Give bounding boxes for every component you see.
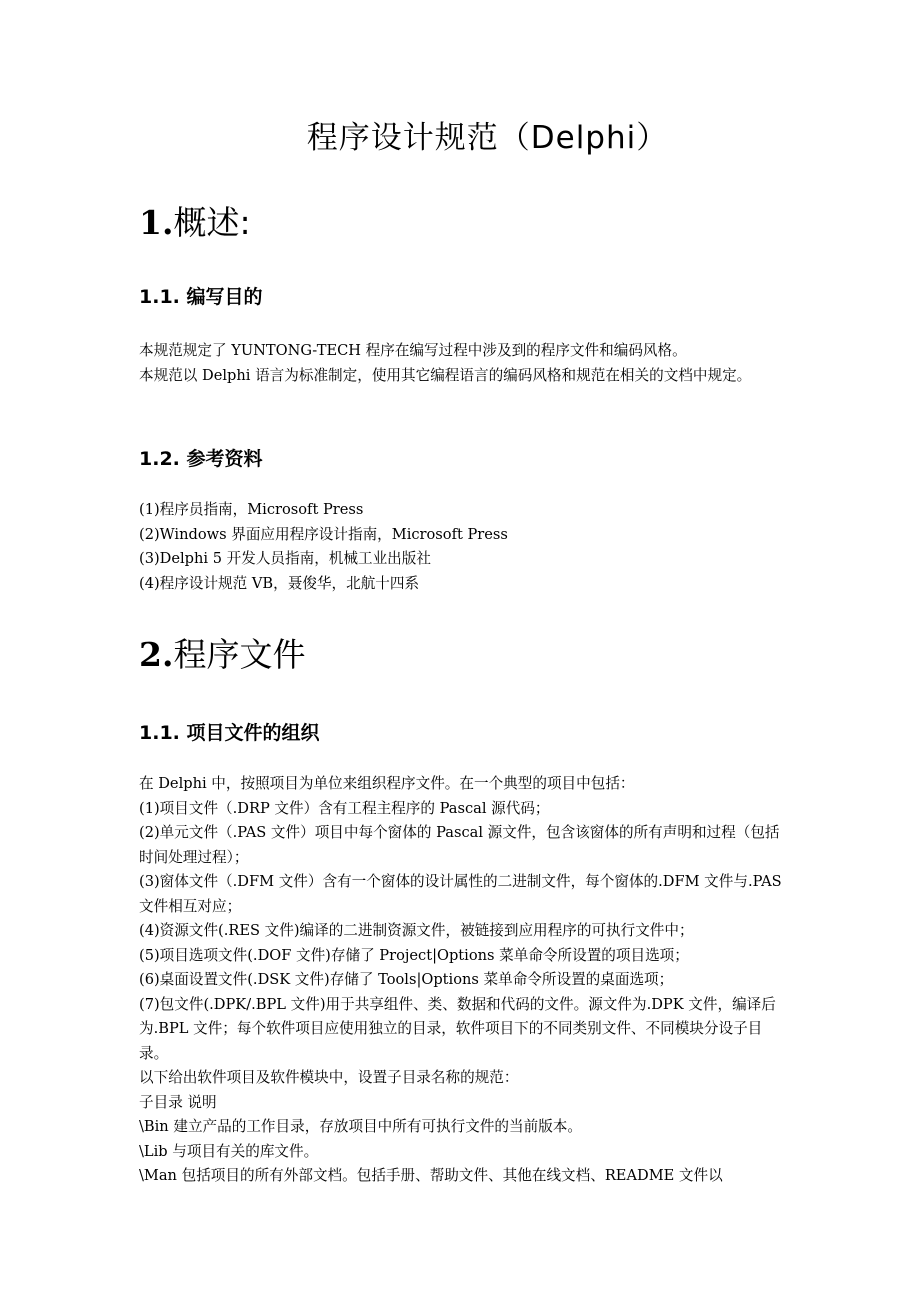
section-2-heading (139, 629, 305, 676)
paragraph: 在 Delphi 中，按照项目为单位来组织程序文件。在一个典型的项目中包括： (139, 775, 635, 792)
list-item: (5)项目选项文件(.DOF 文件)存储了 Project|Options 菜单命令所设置的项目选项； (139, 946, 689, 964)
document-title: 程序设计规范（Delphi） (306, 120, 669, 156)
list-item: (4)程序设计规范 VB，聂俊华，北航十四系 (139, 574, 420, 592)
list-item: (3)Delphi 5 开发人员指南，机械工业出版社 (139, 550, 431, 567)
subdir-table-header: 子目录 说明 (139, 1093, 217, 1111)
list-item: (2)单元文件（.PAS 文件）项目中每个窗体的 Pascal 源文件，包含该窗体的所有声明和过程（包括时间处理过程）； (139, 824, 780, 866)
list-item: \Bin 建立产品的工作目录，存放项目中所有可执行文件的当前版本。 (139, 1118, 582, 1135)
section-2-title: 程序文件 (173, 635, 306, 674)
project-files-body (139, 772, 789, 1189)
list-item: (1)项目文件（.DRP 文件）含有工程主程序的 Pascal 源代码； (139, 799, 550, 817)
paragraph: 本规范规定了 YUNTONG-TECH 程序在编写过程中涉及到的程序文件和编码风格。 (139, 342, 687, 359)
reference-list (139, 498, 789, 596)
paragraph: 本规范以 Delphi 语言为标准制定，使用其它编程语言的编码风格和规范在相关的文档中规定。 (139, 366, 752, 384)
file-type-list (139, 797, 789, 1067)
subdir-list (139, 1115, 789, 1189)
list-item: (2)Windows 界面应用程序设计指南，Microsoft Press (139, 525, 508, 543)
subsection-2-1-heading: 1.1. 项目文件的组织 (139, 722, 320, 744)
list-item: \Man 包括项目的所有外部文档。包括手册、帮助文件、其他在线文档、README 文件以 (139, 1167, 723, 1184)
list-item: (1)程序员指南，Microsoft Press (139, 501, 364, 518)
list-item: (7)包文件(.DPK/.BPL 文件)用于共享组件、类、数据和代码的文件。源文件为.DPK 文件，编译后为.BPL 文件；每个软件项目应使用独立的目录，软件项目下的不同类别文件、不同模块分设子目录。 (139, 995, 776, 1062)
section-1-heading (139, 197, 251, 244)
section-2-number: 2. (139, 635, 174, 674)
paragraph: 以下给出软件项目及软件模块中，设置子目录名称的规范： (139, 1069, 519, 1086)
list-item: (3)窗体文件（.DFM 文件）含有一个窗体的设计属性的二进制文件，每个窗体的.DFM 文件与.PAS 文件相互对应； (139, 873, 782, 915)
section-1-title: 概述: (173, 203, 251, 242)
section-1-number: 1. (139, 203, 174, 242)
list-item: \Lib 与项目有关的库文件。 (139, 1142, 319, 1160)
subsection-1-1-heading: 1.1. 编写目的 (139, 286, 263, 308)
purpose-paragraphs (139, 339, 789, 388)
subsection-1-2-heading: 1.2. 参考资料 (139, 448, 263, 470)
list-item: (4)资源文件(.RES 文件)编译的二进制资源文件，被链接到应用程序的可执行文件中； (139, 922, 694, 939)
list-item: (6)桌面设置文件(.DSK 文件)存储了 Tools|Options 菜单命令所设置的桌面选项； (139, 971, 674, 988)
